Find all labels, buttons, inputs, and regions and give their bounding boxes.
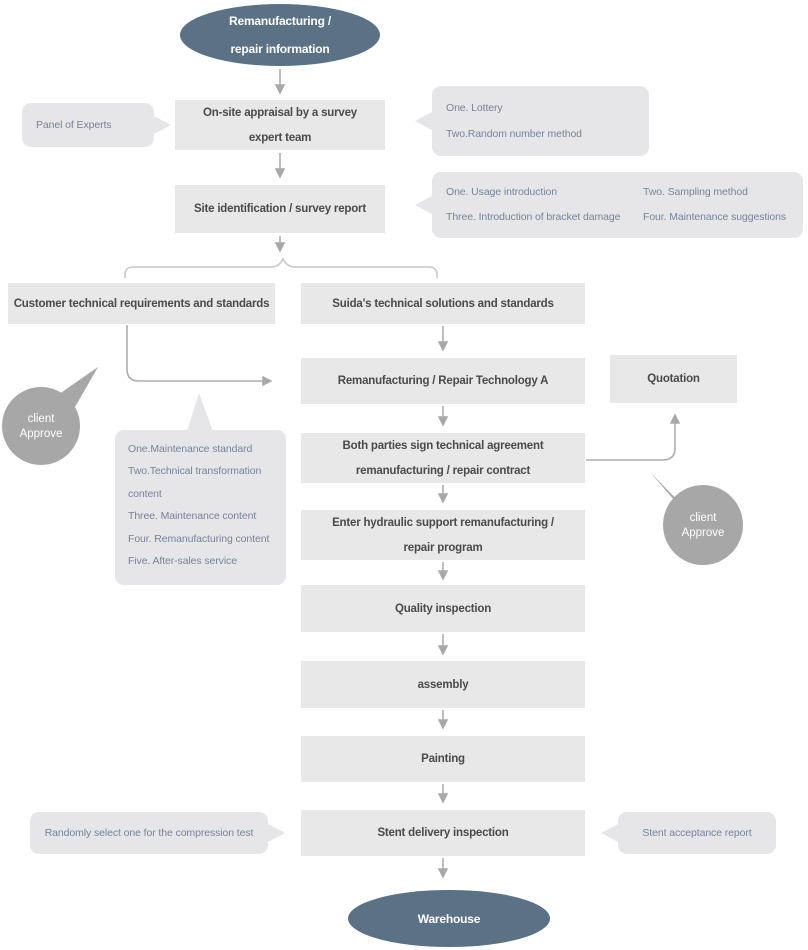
node-painting: [301, 736, 585, 782]
node-sign-agreement-line2: remanufacturing / repair contract: [355, 464, 531, 477]
node-customer-requirements: [8, 283, 275, 324]
node-assembly: [301, 661, 585, 708]
callout-agreement-contents: [115, 430, 286, 585]
node-onsite-line2: expert team: [248, 131, 312, 144]
node-repair-technology-a-label: Remanufacturing / Repair Technology A: [337, 375, 549, 387]
bubble-client-approve-left: [2, 387, 80, 465]
node-quality-inspection-label: Quality inspection: [394, 602, 492, 615]
callout-panel-of-experts: [22, 103, 154, 147]
callout-compression-test: [30, 812, 268, 854]
node-site-identification-label: Site identification / survey report: [194, 203, 366, 215]
node-enter-program-line1: Enter hydraulic support remanufacturing /: [332, 516, 554, 529]
node-enter-program-line2: repair program: [403, 541, 483, 554]
bubble-client-approve-right: [663, 485, 743, 565]
callout-tail-left: [415, 112, 432, 130]
node-suida-solutions-label: Suida's technical solutions and standards: [332, 297, 554, 310]
agreement-content-item-1: One.Maintenance standard: [128, 443, 253, 455]
callout-tail-right: [268, 824, 285, 842]
callout-acceptance-report: [618, 812, 776, 854]
node-quotation: [610, 355, 737, 403]
arrow-agreement-to-quotation: [586, 416, 675, 460]
node-repair-technology-a: [301, 358, 585, 404]
callout-survey-report-grid: [432, 180, 803, 230]
node-sign-agreement-line1: Both parties sign technical agreement: [342, 439, 544, 452]
agreement-content-item-3: Three. Maintenance content: [128, 510, 257, 523]
node-suida-solutions: [301, 283, 585, 324]
split-brace: [125, 259, 437, 278]
node-quotation-label: Quotation: [647, 373, 700, 385]
survey-report-item-3: Three. Introduction of bracket damage: [446, 211, 621, 223]
survey-report-item-1: One. Usage introduction: [446, 186, 557, 198]
callout-sampling-methods: [432, 86, 649, 156]
terminal-warehouse: [348, 890, 550, 947]
agreement-content-item-2: Two.Technical transformation content: [128, 465, 262, 500]
bubble-client-approve-right-line1: client: [689, 511, 717, 524]
callout-tail-left: [601, 824, 618, 842]
node-onsite-line1: On-site appraisal by a survey: [203, 106, 357, 119]
node-enter-program: [301, 510, 585, 560]
arrow-customer-to-technology-a: [127, 325, 270, 381]
callout-tail-left: [415, 196, 432, 214]
terminal-start-line1: Remanufacturing /: [229, 14, 331, 28]
callout-acceptance-report-label: Stent acceptance report: [642, 827, 752, 839]
callout-compression-test-label: Randomly select one for the compression test: [44, 827, 254, 839]
callout-sampling-line2: Two.Random number method: [446, 128, 582, 140]
node-onsite-appraisal: [175, 100, 385, 150]
node-stent-delivery-inspection: [301, 810, 585, 856]
survey-report-item-4: Four. Maintenance suggestions: [643, 211, 787, 223]
agreement-content-item-5: Five. After-sales service: [128, 555, 237, 568]
node-painting-label: Painting: [421, 753, 465, 765]
node-customer-requirements-label: Customer technical requirements and standards: [13, 297, 270, 310]
terminal-warehouse-label: Warehouse: [417, 911, 481, 926]
node-assembly-label: assembly: [417, 678, 469, 691]
node-quality-inspection: [301, 585, 585, 632]
callout-sampling-line1: One. Lottery: [446, 102, 503, 114]
node-stent-delivery-inspection-label: Stent delivery inspection: [377, 827, 509, 839]
callout-survey-report-contents: [432, 172, 803, 238]
agreement-content-item-4: Four. Remanufacturing content: [128, 532, 270, 545]
terminal-start-line2: repair information: [230, 42, 330, 56]
node-site-identification: [175, 185, 385, 233]
bubble-client-approve-left-line1: client: [27, 412, 55, 425]
bubble-client-approve-right-line2: Approve: [681, 526, 725, 539]
callout-tail-right: [154, 116, 171, 134]
terminal-start: [180, 4, 380, 66]
node-sign-agreement: [301, 433, 585, 483]
callout-tail-up: [187, 393, 213, 431]
survey-report-item-2: Two. Sampling method: [643, 186, 748, 198]
callout-panel-of-experts-label: Panel of Experts: [36, 119, 112, 131]
bubble-client-approve-left-line2: Approve: [19, 427, 63, 440]
